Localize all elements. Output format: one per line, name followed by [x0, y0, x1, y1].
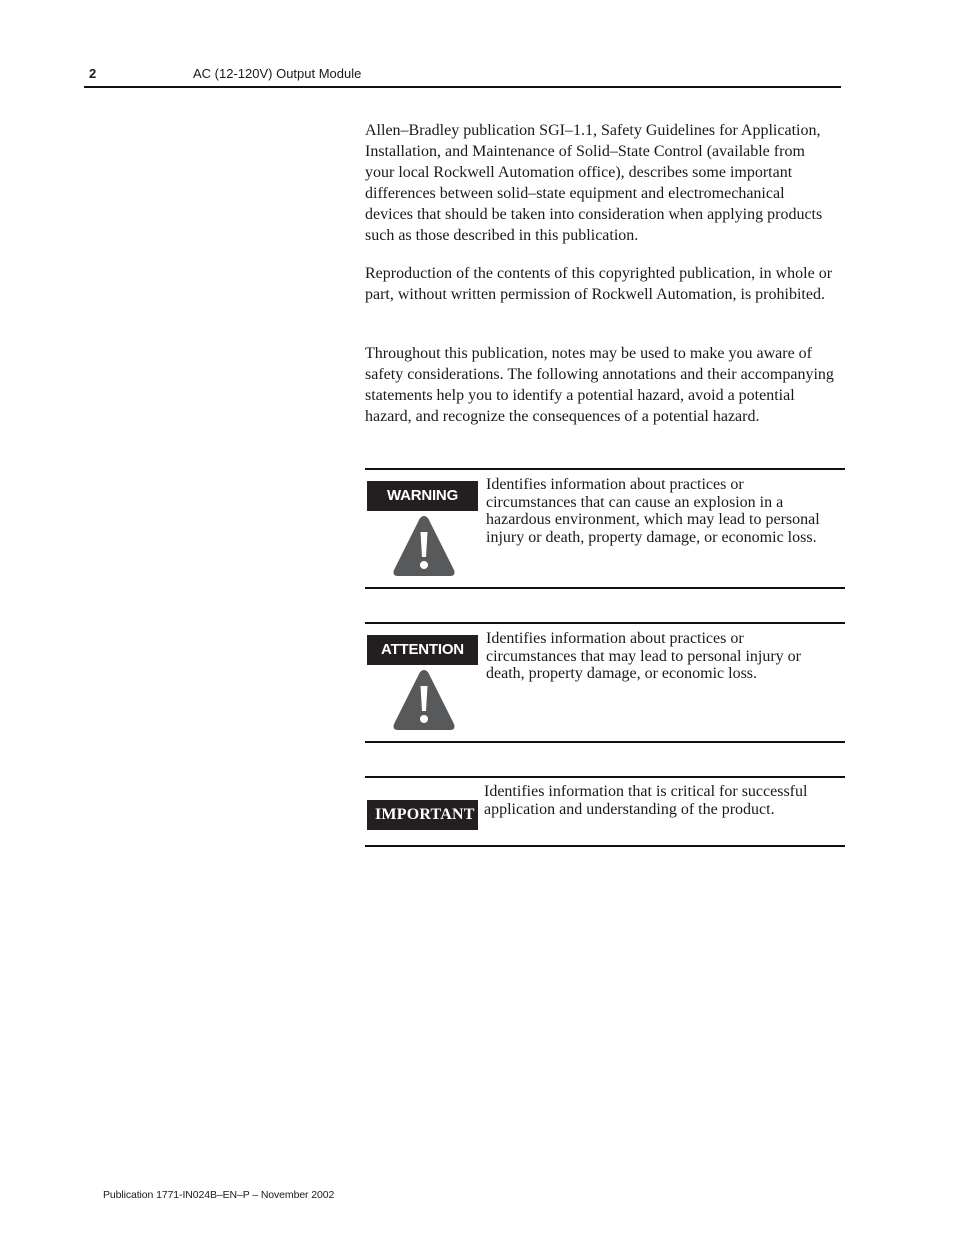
important-notice — [365, 776, 845, 847]
warning-triangle-icon — [391, 667, 457, 733]
important-text: Identifies information that is critical for successful application and understanding of the product. — [484, 783, 808, 818]
paragraph-safety-guidelines: Allen–Bradley publication SGI–1.1, Safety Guidelines for Application, Installation, and Maintenance of Solid–State Control (available from your local Rockwell Automation office), describes some important differences between solid–state equipment and electromechanical devices that should be taken into consideration when applying products such as those described in this publication. — [365, 122, 823, 244]
attention-text: Identifies information about practices or circumstances that may lead to personal injury or death, property damage, or economic loss. — [486, 630, 802, 682]
warning-text: Identifies information about practices or circumstances that can cause an explosion in a hazardous environment, which may lead to personal injury or death, property damage, or economic loss. — [486, 476, 820, 546]
attention-label: ATTENTION — [367, 635, 478, 665]
warning-label: WARNING — [367, 481, 478, 511]
paragraph-copyright: Reproduction of the contents of this copyrighted publication, in whole or part, without written permission of Rockwell Automation, is prohibited. — [365, 265, 833, 303]
page-footer: Publication 1771-IN024B–EN–P – November 2002 — [103, 1189, 335, 1201]
important-label: IMPORTANT — [367, 800, 478, 830]
warning-triangle-icon — [391, 513, 457, 579]
attention-notice — [365, 622, 845, 743]
running-title: AC (12-120V) Output Module — [193, 66, 362, 81]
page-number: 2 — [89, 66, 97, 81]
paragraph-notes-intro: Throughout this publication, notes may be used to make you aware of safety considerations. The following annotations and their accompanying statements help you to identify a potential hazard, avoid a potential hazard, and recognize the consequences of a potential hazard. — [365, 345, 834, 425]
page-header — [84, 64, 841, 88]
warning-notice — [365, 468, 845, 589]
